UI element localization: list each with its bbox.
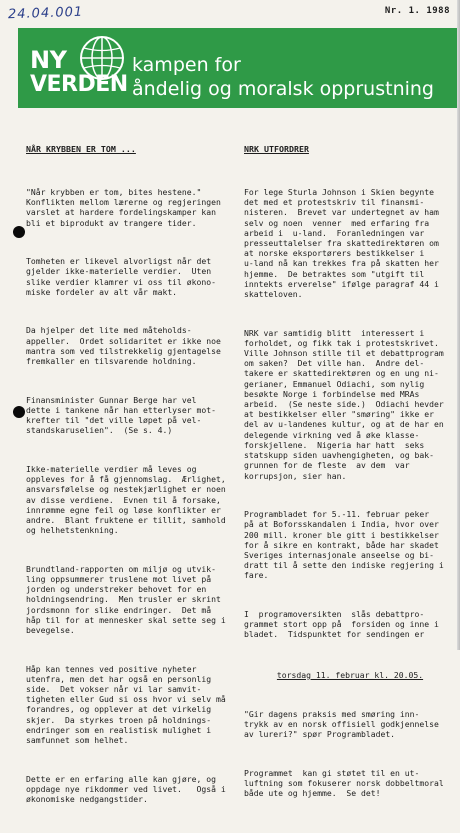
left-paragraph: Brundtland-rapporten om miljø og utvik- ling oppsummerer truslene mot livet på jorden og understreker behovet for en holdningsendring. Men trusler er skrint jordsmonn for slike endringer. Det må håp til for at mennesker skal sette seg i bevegelse. <box>26 563 226 635</box>
left-paragraph: Tomheten er likevel alvorligst når det gjelder ikke-materielle verdier. Uten slike verdier klamrer vi oss til økono- miske fordeler av alt vår makt. <box>26 256 217 297</box>
masthead-banner <box>18 28 460 108</box>
right-paragraph: Programmet kan gi støtet til en ut- luftning som fokuserer norsk dobbeltmoral både ute og hjemme. Se det! <box>244 767 444 798</box>
left-paragraph: Dette er en erfaring alle kan gjøre, og oppdage nye rikdommer ved livet. Også i økonomiske nedgangstider. <box>26 773 226 804</box>
right-article-heading: NRK UTFORDRER <box>244 144 309 155</box>
right-paragraph: "Gir dagens praksis med smøring inn- trykk av en norsk offisiell godkjennelse av lureri?" spør Programbladet. <box>244 708 439 739</box>
right-paragraph: Programbladet for 5.-11. februar peker på at Boforsskandalen i India, hvor over 200 mill. kroner ble gitt i bestikkelser for å sikre en kontrakt, både har skadet Sveriges internasjonale anseelse og bi- dratt til å sette den indiske regjering i fare. <box>244 509 444 581</box>
left-paragraph: Håp kan tennes ved positive nyheter utenfra, men det har også en personlig side. Det vokser når vi lar samvit- tigheten eller Gud si oss hvor vi selv må forandres, og opplever at det virkelig skjer. Da styrkes troen på holdnings- endringer som en realistisk mulighet i samfunnet som helhet. <box>26 663 226 745</box>
logo-text-verden: VERDEN <box>30 72 128 97</box>
globe-icon <box>78 34 126 82</box>
right-article <box>244 124 456 827</box>
right-paragraph: For lege Sturla Johnson i Skien begynte det med et protestskriv til finansmi- nisteren. Brevet var undertegnet av ham selv og noen venner med erfaring fra arbeid i u-land. Foranledningen var presseuttalelser fra skattedirektøren om at norske eksportørers bestikkelser i u-land nå kan trekkes fra på skatten her hjemme. De betraktes som "utgift til inntekts erverelse" ifølge paragraf 44 i skatteloven. <box>244 187 439 300</box>
logo-text-ny: NY <box>30 46 67 74</box>
left-paragraph: "Når krybben er tom, bites hestene." Konflikten mellom lærerne og regjeringen varslet at hardere fordelingskamper kan bli et biprodukt av trangere tider. <box>26 187 221 228</box>
right-paragraph: NRK var samtidig blitt interessert i forholdet, og fikk tak i protestskrivet. Ville Johnson stille til et debattprogram om saken? Det ville han. Andre del- takere er skattedirektøren og en ung ni- gerianer, Emmanuel Odiachi, som nylig besøkte Norge i forbindelse med MRAs arbeid. (Se neste side.) Odiachi hevder at bestikkelser eller "smøring" ikke er del av u-landenes kultur, og at de har en delegende virkning ved å øke klasse- forskjellene. Nigeria har hatt seks statskupp siden uavhengigheten, og bak- grunnen for de fleste av dem var korrupsjon, sier han. <box>244 327 444 481</box>
punch-hole <box>13 226 25 238</box>
left-paragraph: Da hjelper det lite med måteholds- appeller. Ordet solidaritet er ikke noe mantra som ved tilstrekkelig gjentagelse fremkaller en tilsvarende holdning. <box>26 325 221 367</box>
left-article-heading: NÅR KRYBBEN ER TOM ... <box>26 144 136 155</box>
broadcast-time: torsdag 11. februar kl. 20.05. <box>276 669 424 680</box>
left-article <box>26 124 226 833</box>
handwritten-archive-number: 24.04.001 <box>7 4 84 23</box>
left-paragraph: Finansminister Gunnar Berge har vel dette i tankene når han etterlyser mot- krefter til "det ville løpet på vel- standskaruselien". (Se s. 4.) <box>26 394 217 436</box>
masthead-tagline-line2: åndelig og moralsk opprustning <box>132 78 434 100</box>
masthead-tagline-line1: kampen for <box>132 54 241 76</box>
issue-number: Nr. 1. 1988 <box>384 6 450 16</box>
right-paragraph: I programoversikten slås debattpro- grammet stort opp på forsiden og inne i bladet. Tidspunktet for sendingen er <box>244 608 439 640</box>
punch-hole <box>13 406 25 418</box>
left-paragraph: Ikke-materielle verdier må leves og oppleves for å få gjennomslag. Ærlighet, ansvarsfølelse og nestekjærlighet er noen av disse verdiene. Evnen til å forsake, innrømme egne feil og løse konflikter er andre. Blant fruktene er tillit, samhold og helhetstenkning. <box>26 463 226 536</box>
